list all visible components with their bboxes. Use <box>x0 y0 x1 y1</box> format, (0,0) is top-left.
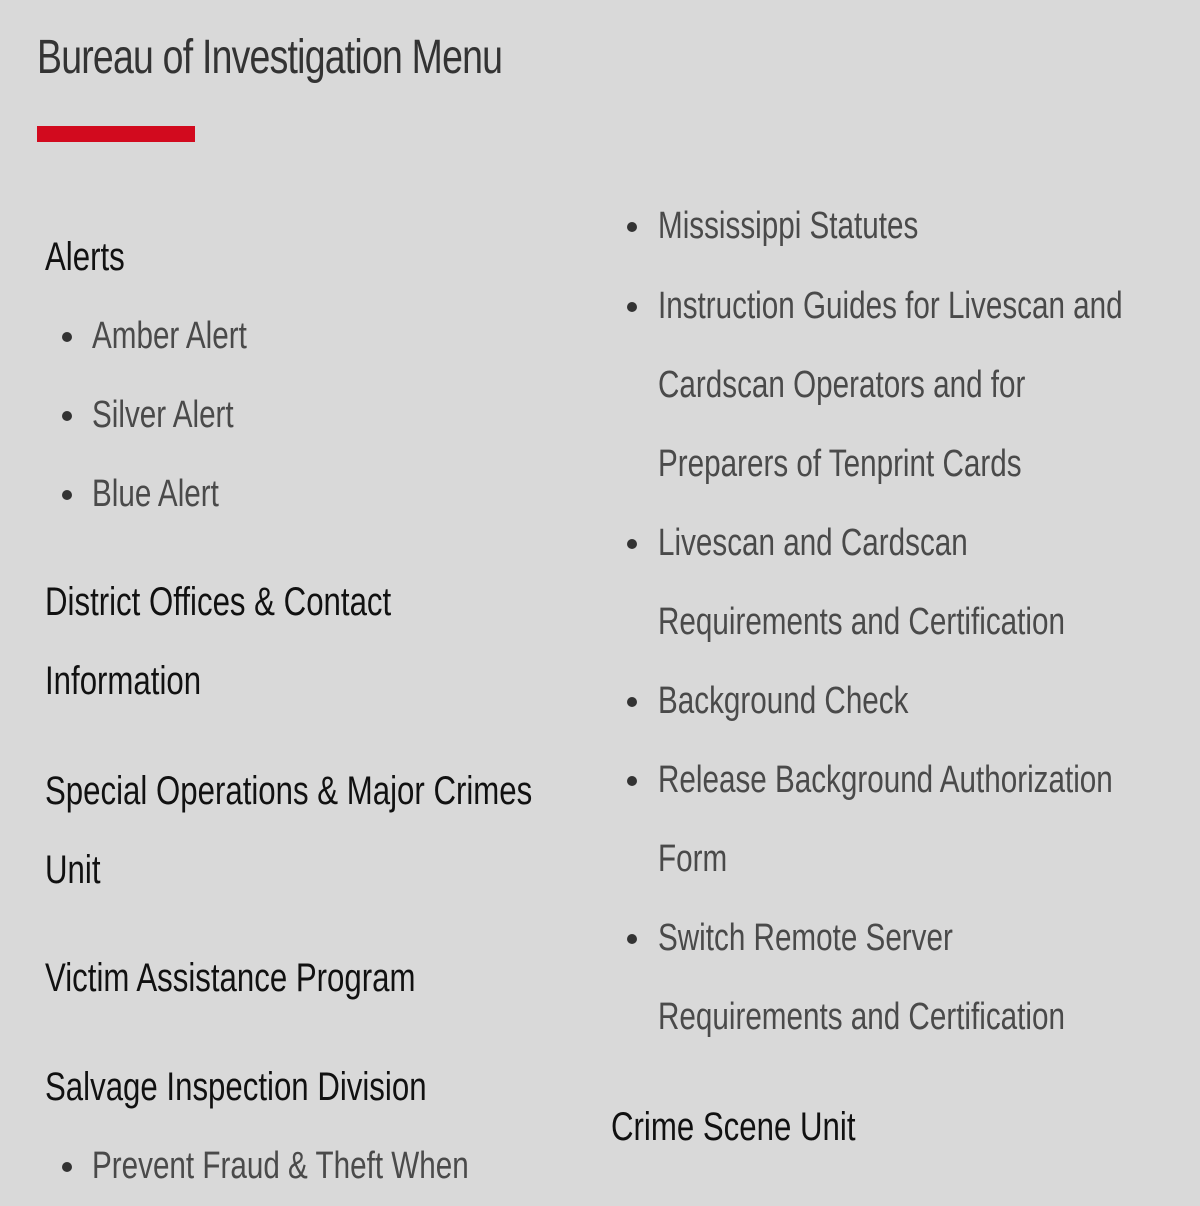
bullet-icon <box>62 1162 72 1172</box>
bullet-icon <box>627 934 637 944</box>
heading-salvage-inspection[interactable]: Salvage Inspection Division <box>45 1065 427 1109</box>
bullet-icon <box>627 539 637 549</box>
bullet-icon <box>627 222 637 232</box>
link-instruction-guides-line1[interactable]: Instruction Guides for Livescan and <box>658 285 1123 327</box>
heading-special-operations-line2[interactable]: Unit <box>45 848 101 892</box>
link-release-authorization-line1[interactable]: Release Background Authorization <box>658 759 1113 801</box>
bullet-icon <box>627 697 637 707</box>
page-title: Bureau of Investigation Menu <box>37 31 503 84</box>
bullet-icon <box>627 302 637 312</box>
link-prevent-fraud[interactable]: Prevent Fraud & Theft When <box>92 1145 469 1187</box>
link-livescan-cardscan-line2[interactable]: Requirements and Certification <box>658 601 1065 643</box>
heading-district-offices-line1[interactable]: District Offices & Contact <box>45 580 392 624</box>
link-instruction-guides-line3[interactable]: Preparers of Tenprint Cards <box>658 443 1022 485</box>
link-blue-alert[interactable]: Blue Alert <box>92 473 219 515</box>
heading-special-operations-line1[interactable]: Special Operations & Major Crimes <box>45 769 533 813</box>
link-release-authorization-line2[interactable]: Form <box>658 838 728 880</box>
bullet-icon <box>627 776 637 786</box>
title-underline-accent <box>37 126 195 142</box>
link-instruction-guides-line2[interactable]: Cardscan Operators and for <box>658 364 1026 406</box>
link-amber-alert[interactable]: Amber Alert <box>92 315 247 357</box>
heading-victim-assistance[interactable]: Victim Assistance Program <box>45 956 416 1000</box>
bullet-icon <box>62 490 72 500</box>
link-switch-remote-server-line1[interactable]: Switch Remote Server <box>658 917 953 959</box>
heading-district-offices-line2[interactable]: Information <box>45 659 202 703</box>
link-silver-alert[interactable]: Silver Alert <box>92 394 234 436</box>
heading-crime-scene-unit[interactable]: Crime Scene Unit <box>611 1105 856 1149</box>
link-livescan-cardscan-line1[interactable]: Livescan and Cardscan <box>658 522 968 564</box>
heading-alerts[interactable]: Alerts <box>45 235 125 279</box>
bullet-icon <box>62 332 72 342</box>
link-mississippi-statutes[interactable]: Mississippi Statutes <box>658 205 919 247</box>
link-background-check[interactable]: Background Check <box>658 680 909 722</box>
bullet-icon <box>62 411 72 421</box>
link-switch-remote-server-line2[interactable]: Requirements and Certification <box>658 996 1065 1038</box>
